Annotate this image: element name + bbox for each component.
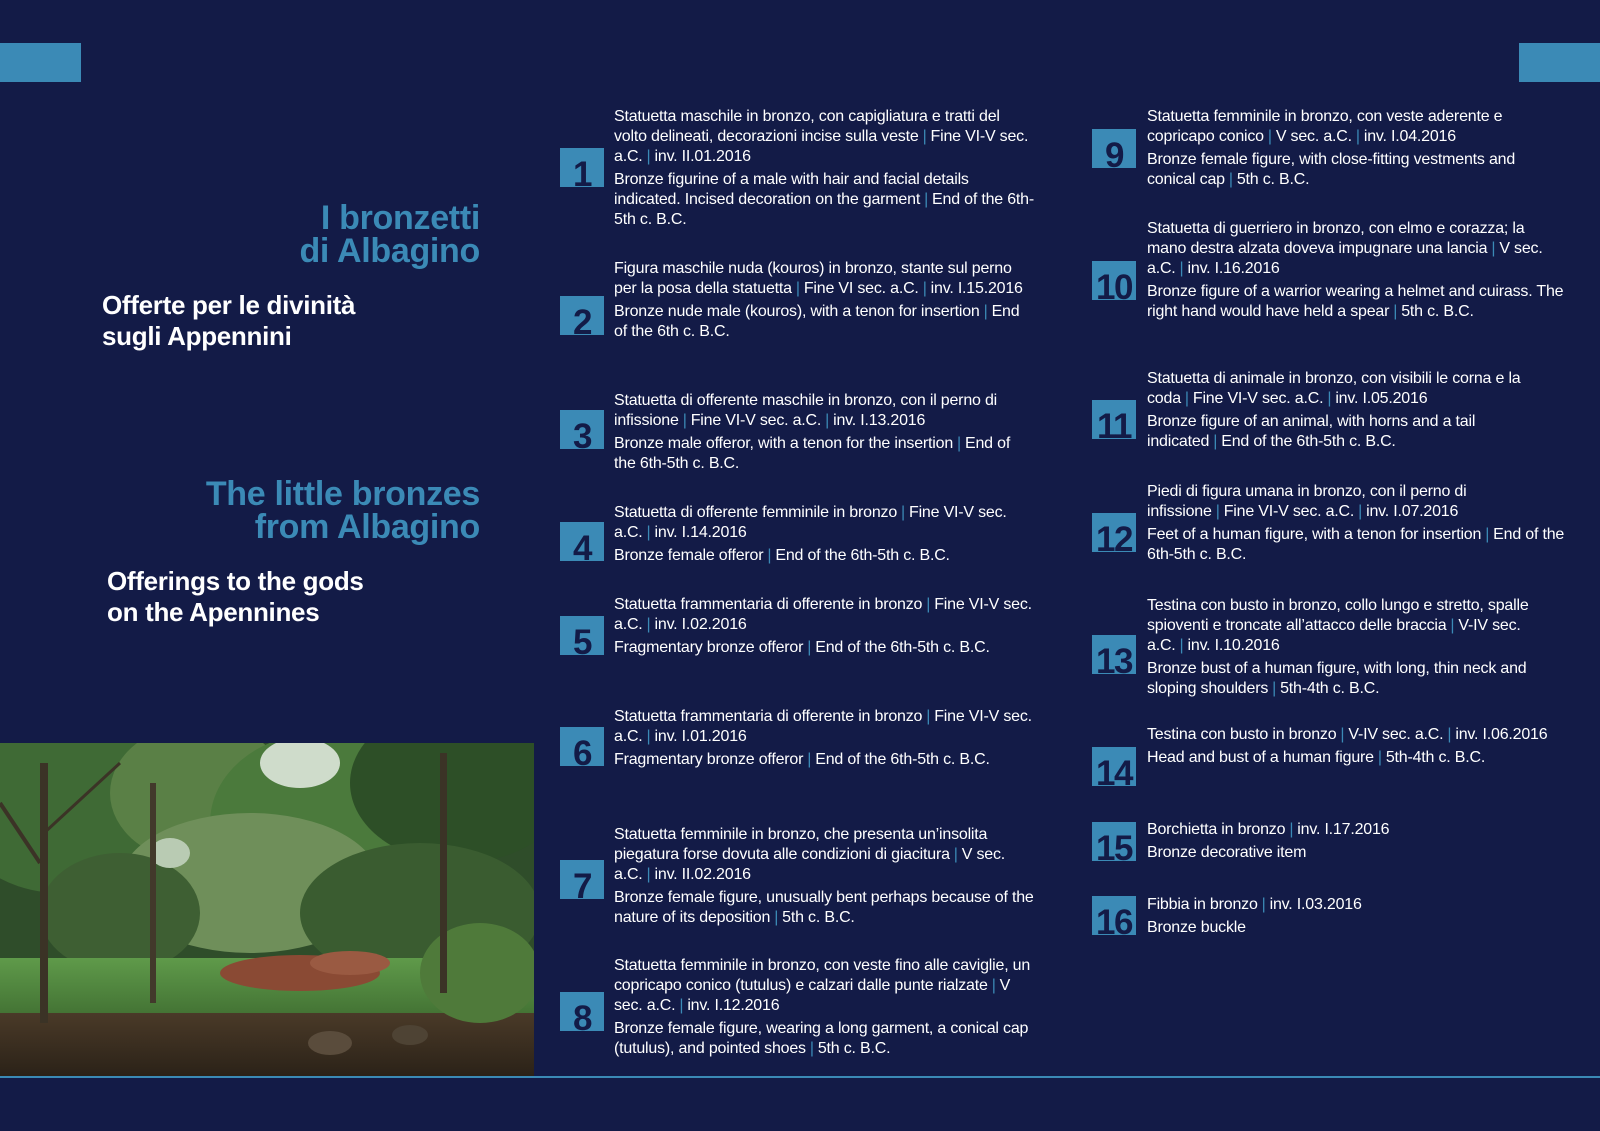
en-part: End of the 6th-5th c. B.C.	[614, 435, 1011, 472]
item-number: 12	[1096, 520, 1132, 552]
it-part: inv. II.01.2016	[654, 148, 751, 165]
separator: |	[809, 1040, 814, 1057]
en-part: Head and bust of a human figure	[1147, 749, 1374, 766]
it-part: V sec. a.C.	[614, 846, 1006, 883]
english-description	[1147, 748, 1567, 768]
italian-subtitle: Offerte per le divinità sugli Appennini	[102, 290, 356, 351]
it-part: inv. I.03.2016	[1269, 896, 1362, 913]
corner-tab-left	[0, 43, 81, 82]
separator: |	[1228, 171, 1233, 188]
separator: |	[1393, 303, 1398, 320]
en-part: Fragmentary bronze offeror	[614, 639, 804, 656]
english-description	[1147, 150, 1567, 190]
separator: |	[646, 524, 651, 541]
separator: |	[774, 909, 779, 926]
it-part: Testina con busto in bronzo, collo lungo e stretto, spalle spioventi e troncate all’attacco delle braccia	[1147, 597, 1529, 634]
it-part: Fine VI-V sec. a.C.	[1192, 390, 1324, 407]
it-part: inv. I.12.2016	[687, 997, 780, 1014]
item-number-badge	[560, 296, 604, 335]
english-subtitle: Offerings to the gods on the Apennines	[107, 566, 364, 627]
it-part: inv. I.15.2016	[930, 280, 1023, 297]
it-part: Testina con busto in bronzo	[1147, 726, 1337, 743]
it-part: V-IV sec. a.C.	[1348, 726, 1444, 743]
en-part: 5th c. B.C.	[782, 909, 855, 926]
item-number: 1	[573, 155, 591, 187]
it-part: Fibbia in bronzo	[1147, 896, 1258, 913]
en-part: 5th-4th c. B.C.	[1280, 680, 1380, 697]
italian-description	[1147, 895, 1567, 915]
en-part: 5th-4th c. B.C.	[1385, 749, 1486, 766]
item-description	[1147, 895, 1567, 938]
item-number-badge	[1092, 400, 1136, 439]
it-part: V sec. a.C.	[614, 977, 1011, 1014]
it-part: Borchietta in bronzo	[1147, 821, 1286, 838]
english-title: The little bronzes from Albagino	[205, 475, 480, 546]
en-part: End of the 6th c. B.C.	[614, 303, 1020, 340]
separator: |	[924, 191, 929, 208]
separator: |	[682, 412, 687, 429]
item-description	[614, 107, 1034, 230]
it-part: inv. I.16.2016	[1187, 260, 1280, 277]
en-part: Fragmentary bronze offeror	[614, 751, 804, 768]
separator: |	[767, 547, 772, 564]
english-description	[614, 638, 1034, 658]
italian-description	[614, 825, 1034, 885]
separator: |	[679, 997, 684, 1014]
separator: |	[646, 148, 651, 165]
italian-title: I bronzetti di Albagino	[299, 199, 480, 270]
item-number-badge	[560, 727, 604, 766]
it-part: inv. I.05.2016	[1335, 390, 1428, 407]
forest-clearing-photo	[0, 743, 534, 1076]
en-part: Bronze bust of a human figure, with long, thin neck and sloping shoulders	[1147, 660, 1527, 697]
separator: |	[1267, 128, 1272, 145]
italian-description	[1147, 820, 1567, 840]
italian-description	[614, 707, 1034, 747]
en-part: Bronze figure of a warrior wearing a helmet and cuirass. The right hand would have held a spear	[1147, 283, 1564, 320]
separator: |	[1272, 680, 1277, 697]
separator: |	[1213, 433, 1218, 450]
it-part: inv. I.01.2016	[654, 728, 747, 745]
item-number: 9	[1105, 136, 1123, 168]
item-description	[1147, 219, 1567, 322]
item-number: 16	[1096, 903, 1132, 935]
en-part: 5th c. B.C.	[1236, 171, 1310, 188]
item-number: 2	[573, 303, 591, 335]
item-description	[614, 259, 1034, 342]
item-description	[614, 956, 1034, 1059]
separator: |	[646, 728, 651, 745]
italian-description	[614, 259, 1034, 299]
item-number: 7	[573, 867, 591, 899]
item-description	[1147, 482, 1567, 565]
it-part: Figura maschile nuda (kouros) in bronzo, stante sul perno per la posa della statuetta	[614, 260, 1012, 297]
item-description	[614, 391, 1034, 474]
it-part: Fine VI-V sec. a.C.	[614, 128, 1029, 165]
item-description	[1147, 596, 1567, 699]
it-part: inv. I.14.2016	[654, 524, 747, 541]
separator: |	[1491, 240, 1496, 257]
item-number-badge	[1092, 129, 1136, 168]
en-part: End of the 6th-5th c. B.C.	[1221, 433, 1396, 450]
en-part: Bronze female figure, with close-fitting vestments and conical cap	[1147, 151, 1516, 188]
it-part: Fine VI-V sec. a.C.	[690, 412, 822, 429]
item-number-badge	[560, 860, 604, 899]
english-description	[1147, 525, 1567, 565]
english-title-block	[0, 475, 480, 627]
item-number: 3	[573, 417, 591, 449]
item-number-badge	[1092, 747, 1136, 786]
item-description	[1147, 369, 1567, 452]
item-description	[1147, 107, 1567, 190]
item-number: 13	[1096, 642, 1132, 674]
separator: |	[1485, 526, 1490, 543]
italian-description	[614, 595, 1034, 635]
item-number-badge	[1092, 513, 1136, 552]
en-part: Bronze female figure, wearing a long garment, a conical cap (tutulus), and pointed shoes	[614, 1020, 1029, 1057]
separator: |	[983, 303, 988, 320]
italian-description	[1147, 596, 1567, 656]
separator: |	[901, 504, 905, 521]
english-description	[614, 888, 1034, 928]
it-part: Statuetta di offerente femminile in bronzo	[614, 504, 898, 521]
it-part: Piedi di figura umana in bronzo, con il perno di infissione	[1147, 483, 1467, 520]
item-number-badge	[560, 992, 604, 1031]
item-number-badge	[560, 410, 604, 449]
it-part: inv. I.07.2016	[1366, 503, 1459, 520]
english-description	[614, 750, 1034, 770]
item-number-badge	[560, 616, 604, 655]
it-part: Statuetta femminile in bronzo, che presenta un’insolita piegatura forse dovuta alle condizioni di giacitura	[614, 826, 988, 863]
it-part: Statuetta femminile in bronzo, con veste aderente e copricapo conico	[1147, 108, 1503, 145]
separator: |	[1289, 821, 1294, 838]
it-part: Statuetta femminile in bronzo, con veste fino alle caviglie, un copricapo conico (tutulus) e calzari dalle punte rialzate	[614, 957, 1031, 994]
separator: |	[807, 639, 812, 656]
it-part: inv. II.02.2016	[654, 866, 751, 883]
it-part: inv. I.10.2016	[1187, 637, 1280, 654]
separator: |	[1358, 503, 1363, 520]
forest-illustration	[0, 743, 534, 1076]
corner-tab-right	[1519, 43, 1600, 82]
it-part: Fine VI-V sec. a.C.	[614, 596, 1032, 633]
en-part: Bronze male offeror, with a tenon for the insertion	[614, 435, 954, 452]
it-part: V sec. a.C.	[1147, 240, 1543, 277]
item-description	[614, 595, 1034, 658]
separator: |	[1261, 896, 1266, 913]
en-part: End of the 6th-5th c. B.C.	[815, 639, 990, 656]
en-part: Bronze figure of an animal, with horns and a tail indicated	[1147, 413, 1476, 450]
en-part: Bronze decorative item	[1147, 844, 1307, 861]
english-description	[614, 1019, 1034, 1059]
italian-description	[614, 107, 1034, 167]
item-number: 5	[573, 623, 591, 655]
separator: |	[1450, 617, 1455, 634]
separator: |	[922, 128, 927, 145]
separator: |	[1377, 749, 1382, 766]
separator: |	[1179, 637, 1184, 654]
english-description	[1147, 843, 1567, 863]
it-part: inv. I.13.2016	[833, 412, 926, 429]
separator: |	[1179, 260, 1184, 277]
english-description	[1147, 659, 1567, 699]
item-number: 4	[573, 529, 591, 561]
en-part: End of the 6th-5th c. B.C.	[1147, 526, 1565, 563]
item-number: 8	[573, 999, 591, 1031]
bottom-divider	[0, 1076, 1600, 1078]
item-number: 6	[573, 734, 591, 766]
separator: |	[1327, 390, 1332, 407]
item-description	[1147, 725, 1567, 768]
italian-description	[614, 956, 1034, 1016]
italian-description	[1147, 725, 1567, 745]
item-description	[614, 503, 1034, 566]
separator: |	[646, 866, 651, 883]
it-part: Statuetta frammentaria di offerente in bronzo	[614, 596, 923, 613]
it-part: inv. I.02.2016	[654, 616, 747, 633]
it-part: inv. I.04.2016	[1363, 128, 1456, 145]
english-description	[1147, 282, 1567, 322]
it-part: Statuetta di animale in bronzo, con visibili le corna e la coda	[1147, 370, 1521, 407]
en-part: Bronze figurine of a male with hair and facial details indicated. Incised decoration on the garment	[614, 171, 969, 208]
item-number-badge	[1092, 822, 1136, 861]
en-part: 5th c. B.C.	[817, 1040, 891, 1057]
item-number-badge	[560, 522, 604, 561]
separator: |	[957, 435, 962, 452]
en-part: Bronze female offeror	[614, 547, 764, 564]
item-number-badge	[1092, 896, 1136, 935]
separator: |	[1340, 726, 1345, 743]
separator: |	[795, 280, 800, 297]
it-part: V-IV sec. a.C.	[1147, 617, 1521, 654]
it-part: Fine VI-V sec. a.C.	[1223, 503, 1355, 520]
separator: |	[1184, 390, 1189, 407]
it-part: Statuetta di guerriero in bronzo, con elmo e corazza; la mano destra alzata doveva impugnare una lancia	[1147, 220, 1525, 257]
en-part: Feet of a human figure, with a tenon for insertion	[1147, 526, 1482, 543]
en-part: End of the 6th-5th c. B.C.	[614, 191, 1035, 228]
separator: |	[807, 751, 812, 768]
separator: |	[926, 708, 931, 725]
item-number: 14	[1096, 754, 1132, 786]
italian-description	[1147, 482, 1567, 522]
italian-description	[1147, 107, 1567, 147]
separator: |	[1355, 128, 1360, 145]
separator: |	[646, 616, 651, 633]
english-description	[614, 170, 1034, 230]
en-part: Bronze female figure, unusually bent perhaps because of the nature of its deposition	[614, 889, 1034, 926]
item-number: 11	[1097, 407, 1131, 439]
it-part: Statuetta di offerente maschile in bronzo, con il perno di infissione	[614, 392, 998, 429]
it-part: Statuetta frammentaria di offerente in bronzo	[614, 708, 923, 725]
italian-description	[614, 503, 1034, 543]
italian-description	[1147, 369, 1567, 409]
english-description	[1147, 412, 1567, 452]
english-description	[614, 546, 1034, 566]
it-part: Fine VI sec. a.C.	[803, 280, 919, 297]
it-part: Fine VI-V sec. a.C.	[614, 504, 1007, 541]
english-description	[614, 302, 1034, 342]
separator: |	[926, 596, 931, 613]
en-part: End of the 6th-5th c. B.C.	[815, 751, 990, 768]
en-part: Bronze buckle	[1147, 919, 1246, 936]
item-description	[614, 707, 1034, 770]
item-description	[614, 825, 1034, 928]
en-part: 5th c. B.C.	[1401, 303, 1474, 320]
separator: |	[953, 846, 958, 863]
separator: |	[991, 977, 996, 994]
en-part: End of the 6th-5th c. B.C.	[775, 547, 950, 564]
item-description	[1147, 820, 1567, 863]
english-description	[1147, 918, 1567, 938]
item-number-badge	[560, 148, 604, 187]
item-number: 10	[1096, 268, 1132, 300]
separator: |	[1215, 503, 1220, 520]
separator: |	[825, 412, 830, 429]
english-description	[614, 434, 1034, 474]
separator: |	[1447, 726, 1452, 743]
en-part: Bronze nude male (kouros), with a tenon for insertion	[614, 303, 980, 320]
item-number: 15	[1096, 829, 1132, 861]
it-part: Fine VI-V sec. a.C.	[614, 708, 1032, 745]
it-part: Statuetta maschile in bronzo, con capigliatura e tratti del volto delineati, decorazioni incise sulla veste	[614, 108, 1000, 145]
it-part: inv. I.06.2016	[1455, 726, 1548, 743]
item-number-badge	[1092, 635, 1136, 674]
item-number-badge	[1092, 261, 1136, 300]
italian-title-block	[0, 199, 480, 351]
it-part: V sec. a.C.	[1275, 128, 1352, 145]
separator: |	[922, 280, 927, 297]
italian-description	[614, 391, 1034, 431]
it-part: inv. I.17.2016	[1297, 821, 1390, 838]
italian-description	[1147, 219, 1567, 279]
